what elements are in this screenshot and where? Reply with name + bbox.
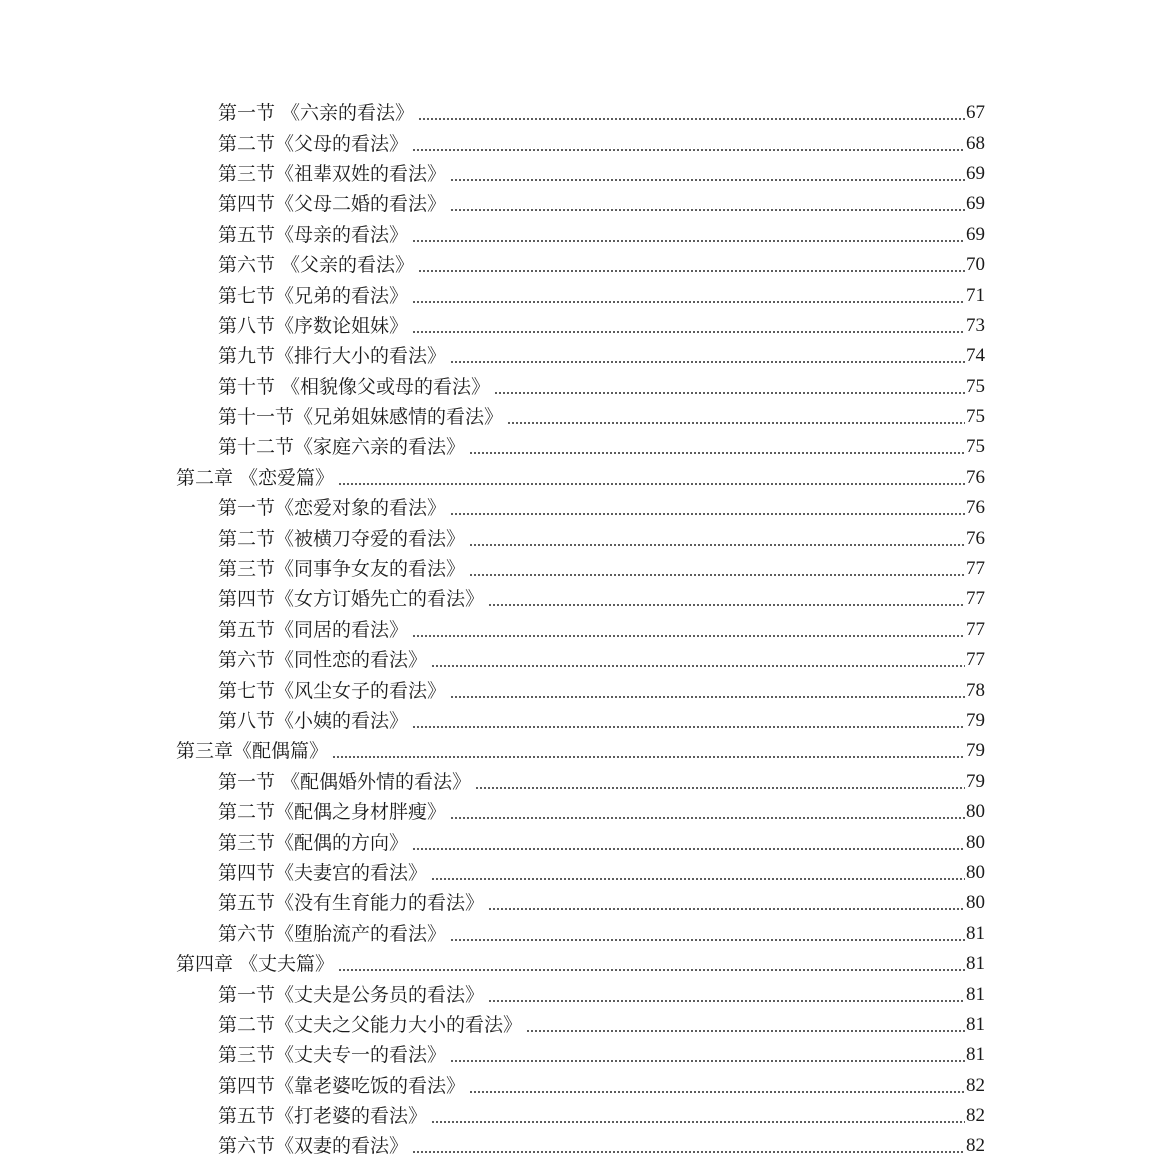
toc-entry-title: 第二节《被横刀夺爱的看法》 [218, 527, 466, 550]
toc-entry-title: 第三节《配偶的方向》 [218, 831, 409, 854]
toc-page-number: 77 [966, 618, 985, 640]
toc-entry-title: 第八节《序数论姐妹》 [218, 314, 409, 337]
toc-page-number: 81 [966, 1044, 985, 1066]
toc-section-entry[interactable] [0, 189, 1161, 219]
toc-dot-leader [412, 1151, 965, 1153]
toc-page-number: 77 [966, 649, 985, 671]
toc-page-number: 76 [966, 527, 985, 549]
toc-dot-leader [412, 635, 965, 637]
toc-page-number: 74 [966, 345, 985, 367]
toc-dot-leader [494, 392, 965, 394]
toc-dot-leader [338, 969, 965, 971]
toc-page-number: 80 [966, 892, 985, 914]
toc-entry-title: 第六节《堕胎流产的看法》 [218, 922, 447, 945]
toc-entry-title: 第四章 《丈夫篇》 [176, 953, 335, 976]
toc-entry-title: 第五节《打老婆的看法》 [218, 1105, 428, 1128]
toc-dot-leader [338, 483, 965, 485]
toc-entry-title: 第二节《父母的看法》 [218, 132, 409, 155]
toc-entry-title: 第一节 《六亲的看法》 [218, 102, 415, 125]
toc-page-number: 80 [966, 831, 985, 853]
toc-section-entry[interactable] [0, 797, 1161, 827]
toc-page-number: 81 [966, 983, 985, 1005]
toc-page-number: 69 [966, 193, 985, 215]
toc-entry-title: 第五节《同居的看法》 [218, 618, 409, 641]
toc-dot-leader [488, 1000, 965, 1002]
toc-page-number: 73 [966, 314, 985, 336]
toc-dot-leader [526, 1030, 965, 1032]
toc-entry-title: 第七节《兄弟的看法》 [218, 284, 409, 307]
toc-page-number: 77 [966, 588, 985, 610]
toc-page-number: 76 [966, 497, 985, 519]
toc-section-entry[interactable] [0, 402, 1161, 432]
toc-entry-title: 第九节《排行大小的看法》 [218, 345, 447, 368]
toc-section-entry[interactable] [0, 159, 1161, 189]
toc-chapter-entry[interactable] [0, 736, 1161, 766]
toc-entry-title: 第一节《丈夫是公务员的看法》 [218, 983, 485, 1006]
toc-dot-leader [412, 149, 965, 151]
toc-dot-leader [469, 452, 965, 454]
toc-dot-leader [412, 240, 965, 242]
toc-dot-leader [450, 939, 965, 941]
toc-dot-leader [450, 513, 965, 515]
toc-page-number: 79 [966, 710, 985, 731]
toc-page-number: 80 [966, 861, 985, 883]
toc-entry-title: 第四节《夫妻宫的看法》 [218, 861, 428, 884]
toc-section-entry[interactable] [0, 1131, 1161, 1161]
toc-section-entry[interactable] [0, 1010, 1161, 1040]
toc-entry-title: 第七节《风尘女子的看法》 [218, 679, 447, 702]
toc-page-number: 78 [966, 679, 985, 701]
toc-entry-title: 第四节《女方订婚先亡的看法》 [218, 588, 485, 611]
toc-page-number: 79 [966, 770, 985, 792]
toc-page-number: 79 [966, 740, 985, 762]
toc-section-entry[interactable] [0, 250, 1161, 280]
toc-dot-leader [488, 604, 965, 606]
toc-dot-leader [412, 301, 965, 303]
toc-entry-title: 第五节《母亲的看法》 [218, 223, 409, 246]
toc-dot-leader [418, 118, 965, 120]
toc-page-number: 82 [966, 1135, 985, 1157]
toc-page-number: 69 [966, 223, 985, 245]
toc-entry-title: 第二节《丈夫之父能力大小的看法》 [218, 1013, 523, 1036]
toc-section-entry[interactable] [0, 493, 1161, 523]
toc-page-number: 75 [966, 406, 985, 428]
toc-page-number: 81 [966, 953, 985, 975]
toc-entry-title: 第四节《父母二婚的看法》 [218, 193, 447, 216]
toc-section-entry[interactable] [0, 858, 1161, 888]
toc-dot-leader [475, 787, 965, 789]
toc-entry-title: 第三节《祖辈双姓的看法》 [218, 162, 447, 185]
toc-page-number: 81 [966, 922, 985, 944]
toc-section-entry[interactable] [0, 220, 1161, 250]
toc-page-number: 67 [966, 102, 985, 124]
toc-section-entry[interactable] [0, 1101, 1161, 1131]
toc-dot-leader [450, 817, 965, 819]
toc-section-entry[interactable] [0, 615, 1161, 645]
toc-entry-title: 第三章《配偶篇》 [176, 740, 329, 763]
toc-entry-title: 第十二节《家庭六亲的看法》 [218, 436, 466, 459]
toc-section-entry[interactable] [0, 584, 1161, 614]
toc-dot-leader [450, 209, 965, 211]
toc-section-entry[interactable] [0, 554, 1161, 584]
toc-dot-leader [450, 361, 965, 363]
toc-dot-leader [450, 1060, 965, 1062]
toc-section-entry[interactable] [0, 98, 1161, 128]
toc-dot-leader [412, 331, 965, 333]
toc-section-entry[interactable] [0, 523, 1161, 553]
toc-dot-leader [450, 696, 965, 698]
toc-dot-leader [418, 270, 965, 272]
toc-page-number: 82 [966, 1105, 985, 1127]
toc-section-entry[interactable] [0, 1071, 1161, 1101]
toc-dot-leader [431, 665, 965, 667]
toc-dot-leader [488, 908, 965, 910]
toc-section-entry[interactable] [0, 888, 1161, 918]
toc-entry-title: 第五节《没有生育能力的看法》 [218, 892, 485, 915]
toc-page-number: 77 [966, 558, 985, 580]
toc-section-entry[interactable] [0, 128, 1161, 158]
toc-entry-title: 第四节《靠老婆吃饭的看法》 [218, 1074, 466, 1097]
toc-section-entry[interactable] [0, 767, 1161, 797]
toc-dot-leader [469, 574, 965, 576]
toc-chapter-entry[interactable] [0, 949, 1161, 979]
toc-page-number: 71 [966, 284, 985, 306]
toc-dot-leader [412, 848, 965, 850]
toc-section-entry[interactable] [0, 979, 1161, 1009]
toc-entry-title: 第三节《同事争女友的看法》 [218, 558, 466, 581]
toc-section-entry[interactable] [0, 280, 1161, 310]
toc-section-entry[interactable] [0, 372, 1161, 402]
toc-page-number: 80 [966, 801, 985, 823]
toc-section-entry[interactable] [0, 341, 1161, 371]
toc-entry-title: 第一节 《配偶婚外情的看法》 [218, 770, 472, 793]
toc-page-number: 69 [966, 162, 985, 184]
toc-chapter-entry[interactable] [0, 463, 1161, 493]
toc-page-number: 81 [966, 1013, 985, 1035]
toc-dot-leader [469, 544, 965, 546]
toc-entry-title: 第六节 《父亲的看法》 [218, 254, 415, 277]
toc-entry-title: 第八节《小姨的看法》 [218, 710, 409, 732]
toc-section-entry[interactable] [0, 311, 1161, 341]
toc-dot-leader [431, 1121, 965, 1123]
toc-dot-leader [507, 422, 965, 424]
toc-entry-title: 第三节《丈夫专一的看法》 [218, 1044, 447, 1067]
table-of-contents [0, 98, 1161, 1162]
toc-entry-title: 第二节《配偶之身材胖瘦》 [218, 801, 447, 824]
toc-section-entry[interactable] [0, 675, 1161, 705]
toc-page-number: 70 [966, 254, 985, 276]
toc-entry-title: 第十一节《兄弟姐妹感情的看法》 [218, 406, 504, 429]
toc-entry-title: 第二章 《恋爱篇》 [176, 466, 335, 489]
toc-page-number: 68 [966, 132, 985, 154]
toc-section-entry[interactable] [0, 919, 1161, 949]
toc-entry-title: 第六节《同性恋的看法》 [218, 649, 428, 672]
toc-dot-leader [450, 179, 965, 181]
toc-section-entry[interactable] [0, 432, 1161, 462]
toc-section-entry[interactable] [0, 706, 1161, 736]
toc-dot-leader [431, 878, 965, 880]
toc-dot-leader [469, 1091, 965, 1093]
toc-page-number: 75 [966, 375, 985, 397]
toc-page-number: 82 [966, 1074, 985, 1096]
toc-page-number: 76 [966, 466, 985, 488]
toc-dot-leader [412, 726, 965, 728]
toc-entry-title: 第六节《双妻的看法》 [218, 1135, 409, 1158]
toc-entry-title: 第一节《恋爱对象的看法》 [218, 497, 447, 520]
toc-section-entry[interactable] [0, 645, 1161, 675]
toc-entry-title: 第十节 《相貌像父或母的看法》 [218, 375, 491, 398]
toc-section-entry[interactable] [0, 827, 1161, 857]
toc-dot-leader [332, 756, 965, 758]
toc-page-number: 75 [966, 436, 985, 458]
toc-section-entry[interactable] [0, 1040, 1161, 1070]
